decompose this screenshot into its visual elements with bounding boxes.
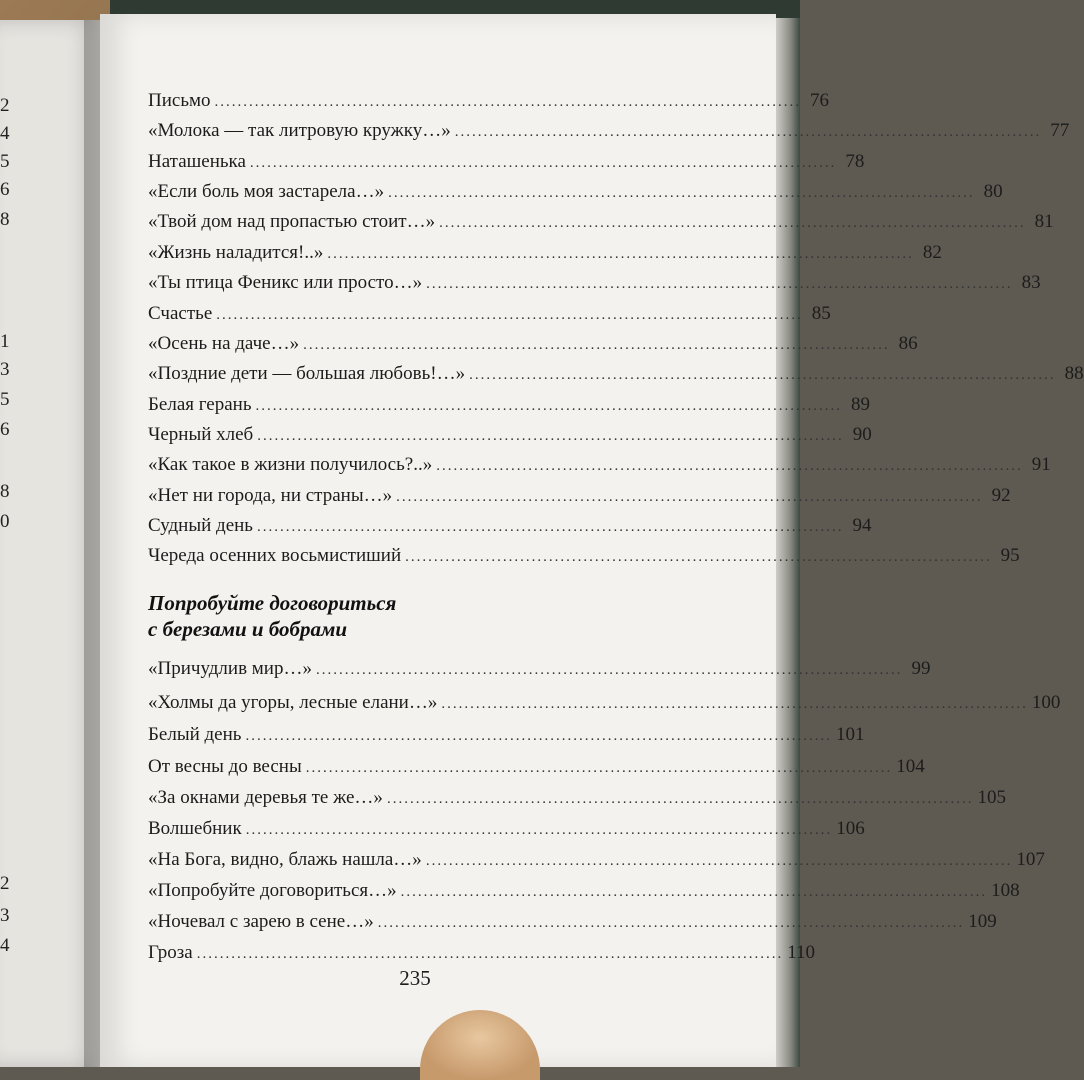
toc-entry [148,814,865,844]
toc-entry-title: Волшебник [148,818,242,839]
toc-entry-page: 85 [811,303,831,324]
toc-entry-title: Черный хлеб [148,424,254,445]
toc-entry-title: «Нет ни города, ни страны…» [148,485,393,506]
toc-entry-page: 107 [1016,849,1045,870]
toc-entry [148,845,1045,875]
toc-entry [148,481,1011,511]
toc-entry-title: «Осень на даче…» [148,333,300,354]
toc-entry [148,116,1070,146]
left-page-number: 4 [0,935,10,956]
toc-entry-page: 100 [1031,692,1061,713]
toc-entry [148,720,865,750]
toc-entry-title: «Ночевал с зарею в сене…» [148,911,374,932]
toc-entry [148,450,1051,480]
toc-entry [148,86,830,116]
dot-leader: ...................................................................................................... [257,428,844,444]
toc-entry [148,390,870,420]
toc-entry [148,147,865,177]
dot-leader: ...................................................................................................... [388,185,975,201]
section-heading [148,590,548,642]
dot-leader: ...................................................................................................... [386,791,974,807]
dot-leader: ...................................................................................................... [245,728,832,744]
toc-entry [148,329,918,359]
toc-entry-title: Белый день [148,724,242,745]
toc-entry [148,359,1084,389]
dot-leader: ...................................................................................................... [327,246,914,262]
toc-entry-title: «Как такое в жизни получилось?..» [148,454,433,475]
dot-leader: ...................................................................................................... [396,489,983,505]
toc-entry-page: 82 [922,242,942,263]
left-page-number: 6 [0,179,10,200]
toc-entry-page: 106 [836,818,865,839]
toc-entry-page: 108 [991,880,1020,901]
dot-leader: ...................................................................................................... [454,124,1042,140]
toc-entry-title: Наташенька [148,151,246,172]
toc-entry-title: «Молока — так литровую кружку…» [148,120,451,141]
toc-entry [148,876,1020,906]
toc-entry [148,654,931,684]
toc-entry-page: 81 [1034,211,1054,232]
toc-entry [148,938,816,968]
left-page-number: 5 [0,151,10,172]
toc-entry-page: 104 [896,756,925,777]
toc-entry-title: «Холмы да угоры, лесные елани…» [148,692,438,713]
dot-leader: ...................................................................................................... [214,94,802,110]
left-page-number: 0 [0,511,10,532]
left-page-number: 8 [0,481,10,502]
toc-entry-title: «Ты птица Феникс или просто…» [148,272,423,293]
dot-leader: ...................................................................................................... [405,549,992,565]
left-page-number: 2 [0,873,10,894]
dot-leader: ...................................................................................................... [315,662,903,678]
toc-entry [148,688,1061,718]
toc-entry [148,541,1020,571]
toc-entry-page: 94 [852,515,872,536]
dot-leader: ...................................................................................................... [426,276,1013,292]
toc-entry [148,907,997,937]
toc-entry [148,783,1006,813]
left-page-number: 1 [0,331,10,352]
dot-leader: ...................................................................................................... [305,760,893,776]
toc-entry-page: 86 [898,333,918,354]
page-number: 235 [399,966,431,990]
dot-leader: ...................................................................................................... [216,307,803,323]
toc-entry [148,420,872,450]
toc-entry-title: Судный день [148,515,253,536]
toc-entry-page: 91 [1031,454,1051,475]
toc-entry-title: «Если боль моя застарела…» [148,181,385,202]
toc-entry-title: Гроза [148,942,193,963]
toc-entry-page: 78 [845,151,865,172]
dot-leader: ...................................................................................................... [425,853,1013,869]
toc-entry-page: 99 [911,658,931,679]
toc-entry-page: 92 [991,485,1011,506]
toc-entry-page: 105 [977,787,1006,808]
toc-entry-page: 89 [851,394,870,415]
toc-entry-page: 76 [810,90,830,111]
toc-entry-title: Череда осенних восьмистиший [148,545,402,566]
toc-entry [148,177,1003,207]
left-page-number: 8 [0,209,10,230]
left-page-number: 3 [0,359,10,380]
toc-entry-title: «На Бога, видно, блажь нашла…» [148,849,422,870]
toc-entry [148,207,1054,237]
toc-entry [148,238,942,268]
toc-entry-page: 80 [983,181,1003,202]
toc-entry-title: От весны до весны [148,756,302,777]
dot-leader: ...................................................................................................... [400,884,988,900]
dot-leader: ...................................................................................................... [303,337,890,353]
toc-entry [148,511,872,541]
dot-leader: ...................................................................................................... [441,696,1028,712]
left-page-number: 3 [0,905,10,926]
dot-leader: ...................................................................................................... [196,946,784,962]
toc-entry-page: 109 [968,911,997,932]
dot-leader: ...................................................................................................... [256,519,844,535]
toc-entry-title: «Причудлив мир…» [148,658,312,679]
toc-entry-title: Счастье [148,303,213,324]
toc-entry-page: 110 [787,942,816,963]
dot-leader: ...................................................................................................... [436,458,1023,474]
left-page-number: 5 [0,389,10,410]
toc-entry [148,268,1041,298]
toc-entry-page: 101 [835,724,865,745]
toc-entry-page: 77 [1050,120,1070,141]
toc-entry-page: 90 [852,424,872,445]
toc-entry-title: «За окнами деревья те же…» [148,787,383,808]
dot-leader: ...................................................................................................... [469,367,1056,383]
left-page-number: 4 [0,123,10,144]
toc-entry-title: «Твой дом над пропастью стоит…» [148,211,436,232]
dot-leader: ...................................................................................................... [377,915,965,931]
left-page-number: 2 [0,95,10,116]
left-page-number: 6 [0,419,10,440]
toc-entry-page: 88 [1064,363,1084,384]
dot-leader: ...................................................................................................... [255,398,842,414]
section-heading-line: Попробуйте договориться [148,591,397,615]
toc-entry-title: «Поздние дети — большая любовь!…» [148,363,466,384]
dot-leader: ...................................................................................................... [439,215,1026,231]
dot-leader: ...................................................................................................... [249,155,837,171]
toc-entry [148,752,925,782]
dot-leader: ...................................................................................................... [245,822,833,838]
toc-entry-page: 95 [1000,545,1020,566]
toc-entry-title: Белая герань [148,394,252,415]
section-heading-line: с березами и бобрами [148,617,348,641]
toc-entry-title: Письмо [148,90,211,111]
toc-entry-page: 83 [1021,272,1041,293]
toc-entry-title: «Жизнь наладится!..» [148,242,324,263]
toc-entry-title: «Попробуйте договориться…» [148,880,397,901]
toc-entry [148,299,831,329]
